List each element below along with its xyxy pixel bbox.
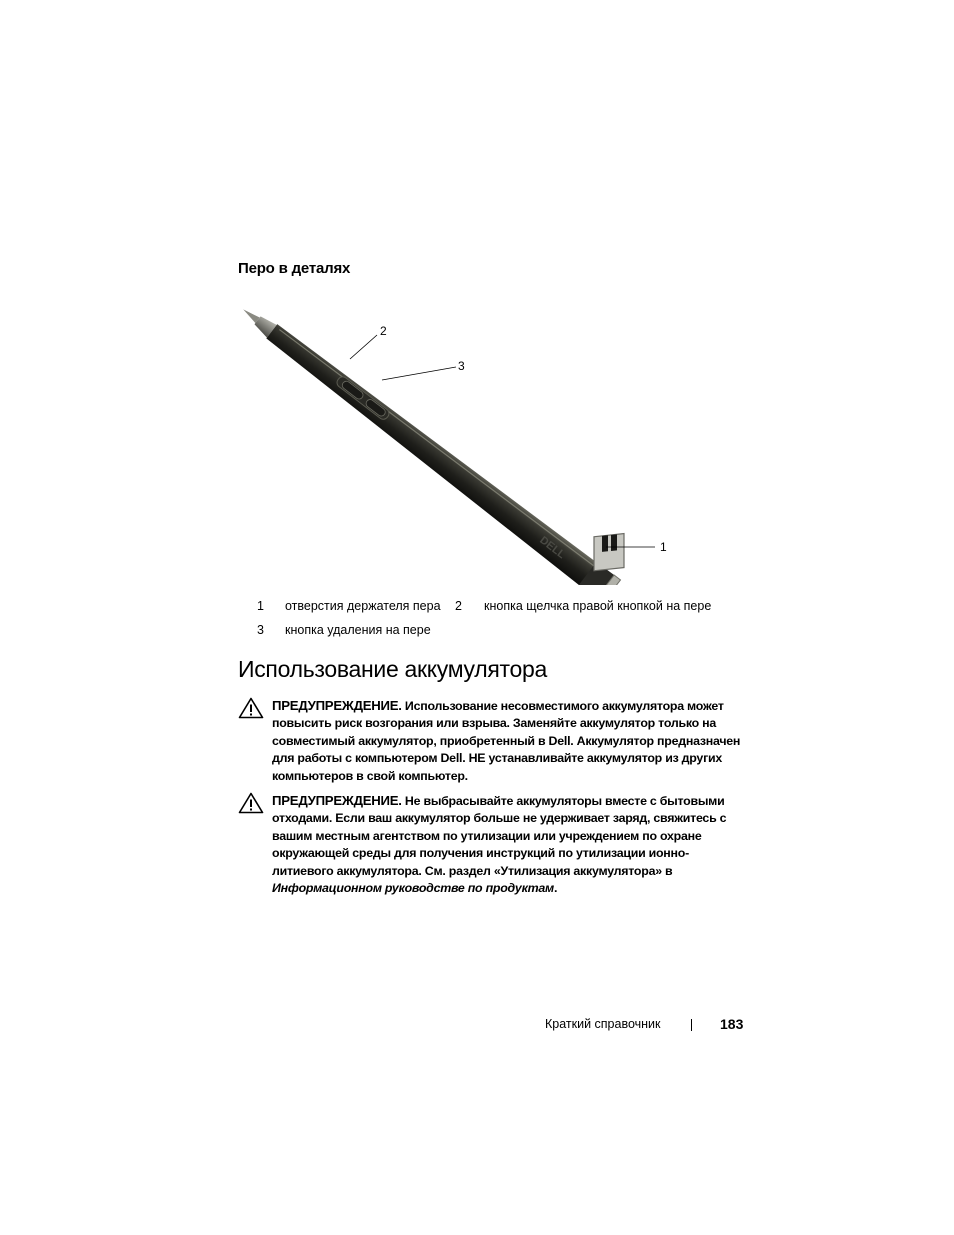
footer-title: Краткий справочник: [545, 1017, 661, 1031]
pen-drawing: [230, 295, 690, 585]
page-number: 183: [720, 1016, 744, 1032]
pen-tether-holes: [594, 534, 624, 571]
warning-text: [272, 697, 746, 785]
warning-triangle-icon: [238, 697, 264, 719]
callout-3: 3: [458, 359, 465, 373]
pen-illustration: [230, 295, 690, 585]
callout-line-3: [382, 367, 456, 380]
warning-body: Использование несовместимого аккумулятора может повысить риск возгорания или взрыва. Заменяйте аккумулятор только на совместимый аккумулятор, приобретенный в Dell. Аккумулятор предназначен для работы с компьютером Dell. НЕ устанавливайте аккумулятор из других компьютеров в свой компьютер.: [272, 699, 741, 783]
main-heading: Использование аккумулятора: [238, 656, 547, 682]
warning-body: Не выбрасывайте аккумуляторы вместе с бытовыми отходами. Если ваш аккумулятор больше не удерживает заряд, свяжитесь с вашим местным агентством по утилизации или учреждением по охране окружающей среды для получения инструкций по утилизации ионно-литиевого аккумулятора. См. раздел «Утилизация аккумулятора» в: [272, 794, 727, 878]
legend-number: 3: [257, 623, 264, 637]
callout-1: 1: [660, 540, 667, 554]
callout-2: 2: [380, 324, 387, 338]
warning-label: ПРЕДУПРЕЖДЕНИЕ.: [272, 698, 402, 713]
legend-number: 1: [257, 599, 264, 613]
warning-end: .: [553, 881, 558, 896]
legend-text: отверстия держателя пера: [285, 599, 441, 613]
callout-line-2: [350, 335, 377, 359]
pen-body: [234, 297, 620, 585]
legend-text: кнопка щелчка правой кнопкой на пере: [484, 599, 712, 613]
warning-text: [272, 792, 746, 897]
pen-logo: DELL: [537, 534, 568, 562]
warning-document-title: Информационном руководстве по продуктам: [272, 881, 554, 896]
warning-label: ПРЕДУПРЕЖДЕНИЕ.: [272, 793, 402, 808]
section-title: Перо в деталях: [238, 260, 351, 277]
legend-number: 2: [455, 599, 462, 613]
footer-separator: [691, 1019, 692, 1031]
warning-triangle-icon: [238, 792, 264, 814]
legend-text: кнопка удаления на пере: [285, 623, 431, 637]
